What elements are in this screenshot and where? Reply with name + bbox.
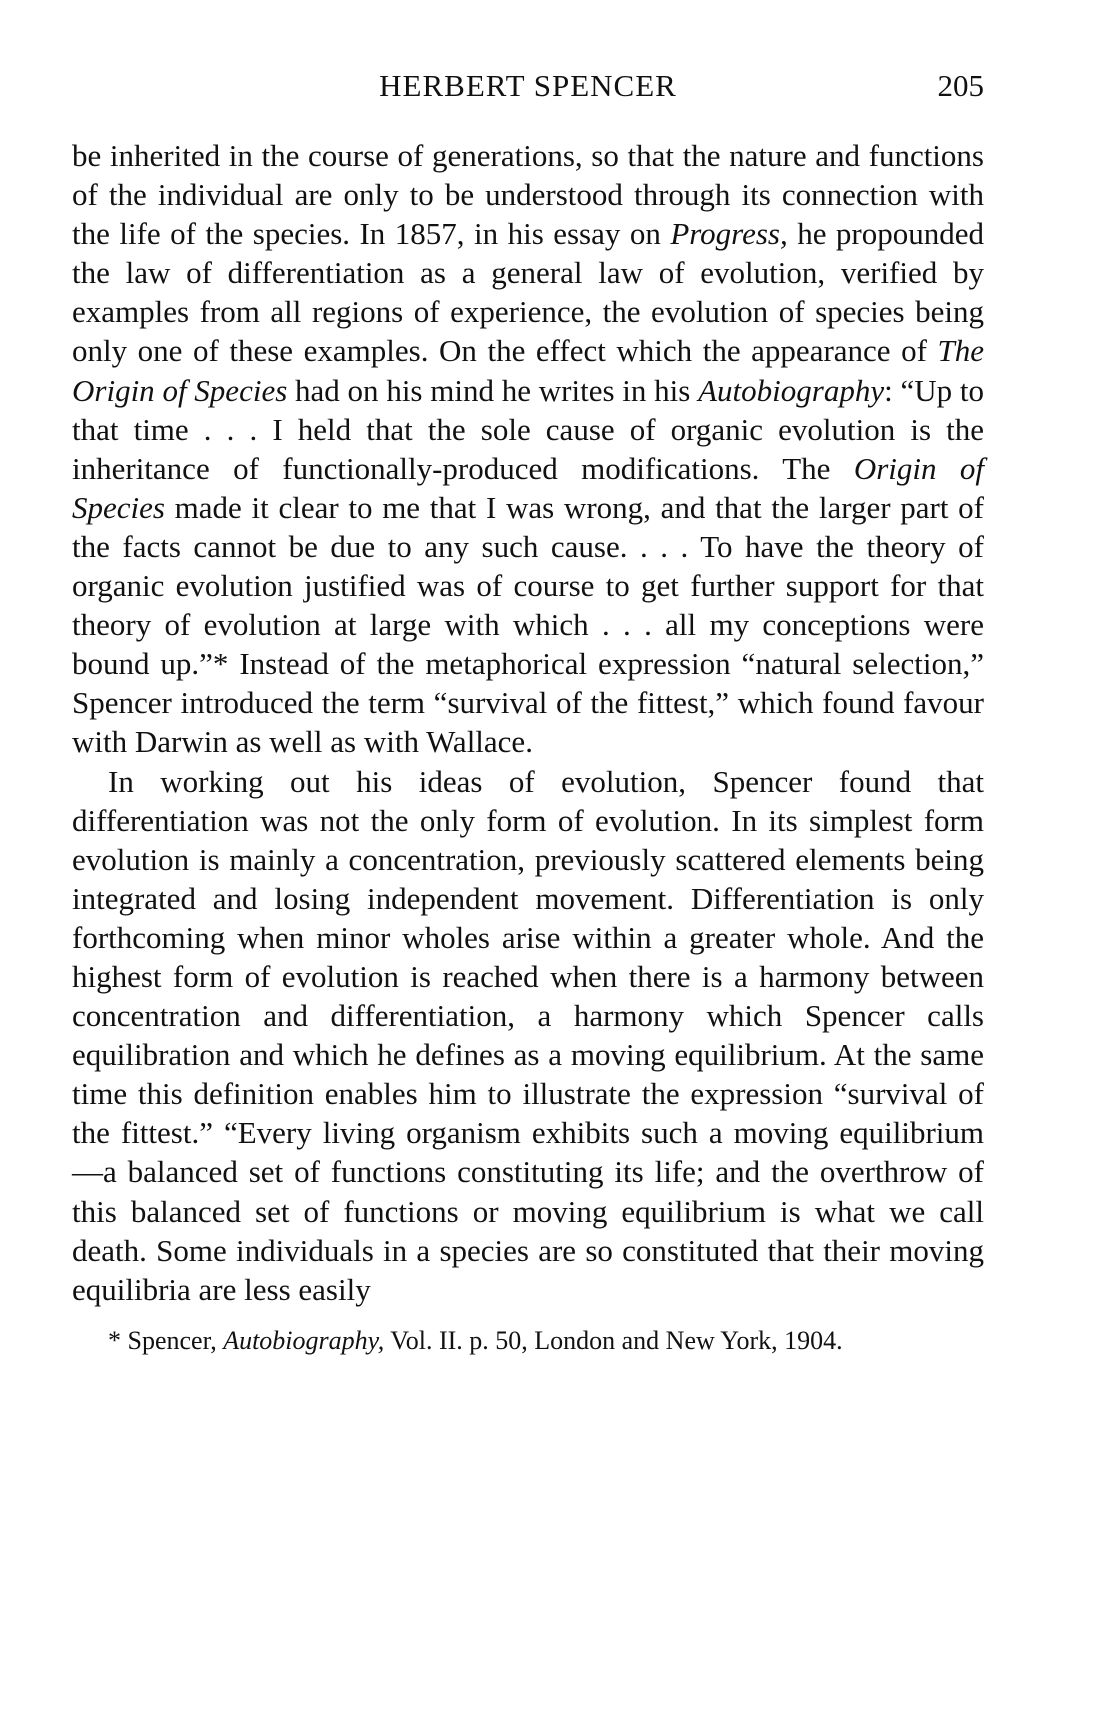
paragraph-1-text: be inherited in the course of generations, so that the nature and functions of the individual are only to be understood through its connection with the life of the species. In 1857, in his essay on — [72, 138, 984, 252]
footnote — [72, 1323, 984, 1359]
paragraph-1 — [72, 136, 984, 762]
title-autobiography: Autobiography — [698, 372, 885, 408]
paragraph-2 — [72, 762, 984, 1309]
page-title: HERBERT SPENCER — [379, 68, 677, 103]
footnote-marker: * — [108, 1325, 121, 1355]
title-progress: Progress, — [670, 216, 788, 252]
footnote-citation: Vol. II. p. 50, London and New York, 1904. — [390, 1325, 843, 1355]
paragraph-1-text: he propounded the law of differentiation as a general law of evolution, verified by examples from all regions of experience, the evolution of species being only one of these examples. On the effect which the appearance of — [72, 216, 984, 369]
paragraph-1-text: : “Up to that time . . . I held that the sole cause of organic evolution is the inheritance of functionally-produced modifications. The — [72, 372, 985, 486]
title-origin-of-species: The Origin of Species — [72, 333, 984, 408]
paragraph-1-text: had on his mind he writes in his — [287, 372, 699, 408]
paragraph-1-text: made it clear to me that I was wrong, and that the larger part of the facts cannot be due to any such cause. . . . To have the theory of organic evolution justified was of course to get further support for that theory of evolution at large with which . . . all my conceptions were bound up.”* Instead of the metaphorical expression “natural selection,” Spencer introduced the term “survival of the fittest,” which found favour with Darwin as well as with Wallace. — [72, 489, 984, 760]
page-number: 205 — [937, 68, 984, 103]
body-text — [72, 136, 984, 1309]
paragraph-2-text: In working out his ideas of evolution, Spencer found that differentiation was not the only form of evolution. In its simplest form evolution is mainly a concentration, previously scattered elements being integrated and losing independent movement. Differentiation is only forthcoming when minor wholes arise within a greater whole. And the highest form of evolution is reached when there is a harmony between concentration and differentiation, a harmony which Spencer calls equilibration and which he defines as a moving equilibrium. At the same time this definition enables him to illustrate the expression “survival of the fittest.” “Every living organism exhibits such a moving equilibrium—a balanced set of functions constituting its life; and the overthrow of this balanced set of functions or moving equilibrium is what we call death. Some individuals in a species are so constituted that their moving equilibria are less easily — [72, 763, 984, 1307]
title-origin-of-species-short: Origin of Species — [72, 450, 984, 525]
book-page — [72, 60, 984, 1690]
running-head — [72, 60, 984, 110]
footnote-author: Spencer, — [127, 1325, 217, 1355]
footnote-work: Autobiography, — [223, 1325, 385, 1355]
